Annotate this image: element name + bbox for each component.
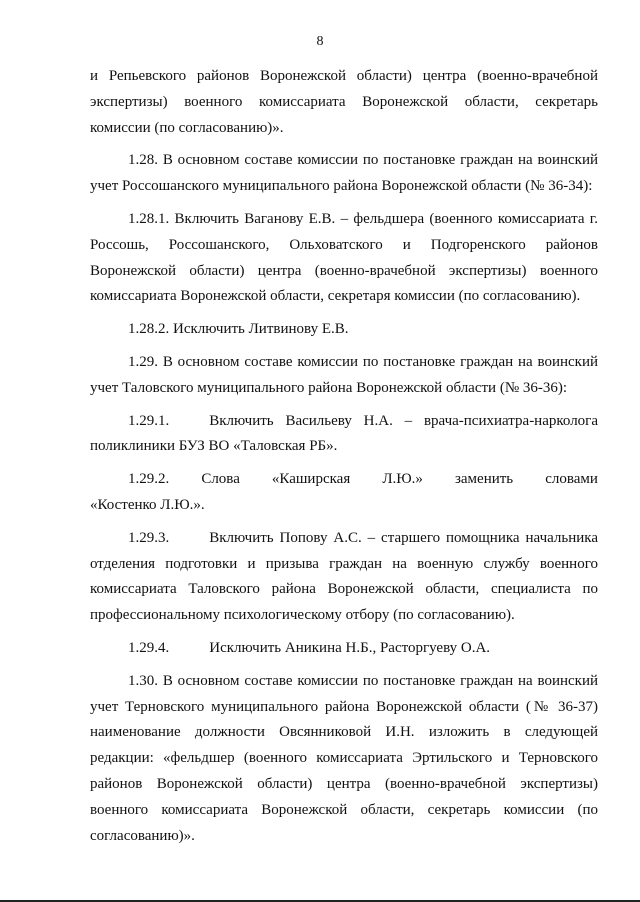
item-text: Включить Попову А.С. – старшего помощника начальника отделения подготовки и призыва граждан на военную службу военного комиссариата Таловского района Воронежской области, специалиста по профессиональному психологическому отбору (по согласованию). <box>90 529 598 624</box>
paragraph-1-29-2-line <box>128 467 598 493</box>
item-number: 1.29.1. <box>128 412 170 429</box>
paragraph-1-29-1 <box>90 409 598 461</box>
word: Л.Ю.» <box>382 471 423 488</box>
word: Слова <box>201 471 240 488</box>
paragraph-1-28-1: 1.28.1. Включить Ваганову Е.В. – фельдшера (военного комиссариата г. Россошь, Россошанского, Ольховатского и Подгоренского районов Воронежской области) центра (военно-врачебной экспертизы) военного комиссариата Воронежской области, секретаря комиссии (по согласованию). <box>90 210 598 305</box>
document-body <box>90 64 598 856</box>
paragraph-1-28-2: 1.28.2. Исключить Литвинову Е.В. <box>128 321 349 338</box>
paragraph-1-29-2-continuation: «Костенко Л.Ю.». <box>90 496 205 513</box>
paragraph-continuation: и Репьевского районов Воронежской области) центра (военно-врачебной экспертизы) военного комиссариата Воронежской области, секретарь комиссии (по согласованию)». <box>90 68 598 136</box>
paragraph-1-29-3 <box>90 526 598 629</box>
item-text: Включить Васильеву Н.А. – врача-психиатра-нарколога поликлиники БУЗ ВО «Таловская РБ». <box>90 412 598 455</box>
paragraph-1-28: 1.28. В основном составе комиссии по постановке граждан на воинский учет Россошанского муниципального района Воронежской области (№ 36-34): <box>90 152 598 195</box>
item-number: 1.29.3. <box>128 529 170 546</box>
paragraph-1-29-2 <box>90 467 598 519</box>
paragraph-1-29-4 <box>90 636 598 662</box>
word: словами <box>545 471 598 488</box>
item-number: 1.29.4. <box>128 639 170 656</box>
paragraph-1-30: 1.30. В основном составе комиссии по постановке граждан на воинский учет Терновского муниципального района Воронежской области (№ 36-37) наименование должности Овсянниковой И.Н. изложить в следующей редакции: «фельдшер (военного комиссариата Эртильского и Терновского районов Воронежской области) центра (военно-врачебной экспертизы) военного комиссариата Воронежской области, секретарь комиссии (по согласованию)». <box>90 672 598 844</box>
word: заменить <box>454 471 514 488</box>
paragraph-1-29: 1.29. В основном составе комиссии по постановке граждан на воинский учет Таловского муниципального района Воронежской области (№ 36-36): <box>90 353 598 396</box>
item-number: 1.29.2. <box>128 471 170 488</box>
item-text: Исключить Аникина Н.Б., Расторгуеву О.А. <box>209 639 491 656</box>
page-number: 8 <box>316 34 324 49</box>
word: «Каширская <box>271 471 351 488</box>
